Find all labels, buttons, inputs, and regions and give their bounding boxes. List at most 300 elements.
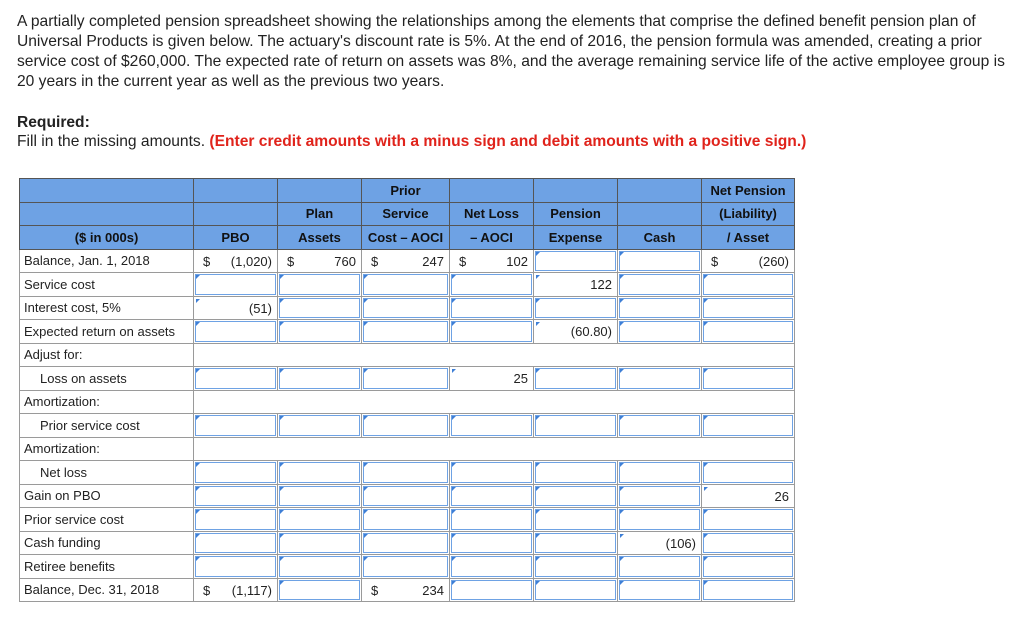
input-box[interactable] <box>619 274 700 295</box>
input-box[interactable] <box>703 580 793 601</box>
dollar-sign: $ <box>459 253 467 269</box>
answer-input-cash[interactable] <box>618 461 702 485</box>
input-box[interactable] <box>535 533 616 554</box>
answer-input-expense[interactable] <box>534 531 618 555</box>
input-box[interactable] <box>619 486 700 507</box>
input-box[interactable] <box>279 556 360 577</box>
input-flag-icon <box>452 322 456 326</box>
answer-input-netloss[interactable] <box>450 508 534 532</box>
input-flag-icon <box>536 534 540 538</box>
input-flag-icon <box>704 369 708 373</box>
input-flag-icon <box>536 322 540 326</box>
table-row <box>20 531 795 555</box>
input-box[interactable] <box>535 415 616 436</box>
answer-input-assets[interactable] <box>278 531 362 555</box>
input-flag-icon <box>704 534 708 538</box>
value-cell-assets <box>278 249 362 273</box>
row-label: Prior service cost <box>20 508 194 532</box>
input-flag-icon <box>364 463 368 467</box>
input-box[interactable] <box>195 321 276 342</box>
input-flag-icon <box>196 557 200 561</box>
input-flag-icon <box>536 463 540 467</box>
answer-input-assets[interactable] <box>278 461 362 485</box>
input-box[interactable] <box>619 462 700 483</box>
input-flag-icon <box>364 534 368 538</box>
input-box[interactable] <box>195 415 276 436</box>
header-psc-2: Service <box>362 202 450 226</box>
input-flag-icon <box>620 299 624 303</box>
input-box[interactable] <box>195 486 276 507</box>
input-box[interactable] <box>703 556 793 577</box>
input-flag-icon <box>704 322 708 326</box>
answer-input-cash[interactable] <box>618 578 702 602</box>
answer-input-pbo[interactable] <box>194 484 278 508</box>
dollar-sign: $ <box>371 582 379 598</box>
input-flag-icon <box>196 510 200 514</box>
answer-input-expense[interactable] <box>534 484 618 508</box>
row-label: Amortization: <box>20 437 194 461</box>
answer-input-np[interactable] <box>702 578 795 602</box>
answer-input-np[interactable] <box>702 555 795 579</box>
input-box[interactable] <box>619 580 700 601</box>
required-note: (Enter credit amounts with a minus sign and debit amounts with a positive sign.) <box>209 133 807 150</box>
input-flag-icon <box>536 557 540 561</box>
input-box[interactable] <box>195 509 276 530</box>
required-instructions <box>17 133 806 151</box>
input-box[interactable] <box>619 368 700 389</box>
value-cell-expense <box>534 320 618 344</box>
answer-input-expense[interactable] <box>534 508 618 532</box>
dollar-sign: $ <box>203 582 211 598</box>
input-box[interactable] <box>535 486 616 507</box>
input-box[interactable] <box>451 462 532 483</box>
input-box[interactable] <box>363 274 448 295</box>
answer-input-assets[interactable] <box>278 508 362 532</box>
input-box[interactable] <box>363 556 448 577</box>
answer-input-pbo[interactable] <box>194 555 278 579</box>
input-box[interactable] <box>279 298 360 319</box>
input-flag-icon <box>620 369 624 373</box>
input-flag-icon <box>280 581 284 585</box>
value-cell-pbo <box>194 578 278 602</box>
answer-input-np[interactable] <box>702 320 795 344</box>
input-box[interactable] <box>451 274 532 295</box>
input-box[interactable] <box>363 298 448 319</box>
row-label: Retiree benefits <box>20 555 194 579</box>
header-assets-1: Plan <box>278 202 362 226</box>
input-box[interactable] <box>195 556 276 577</box>
input-box[interactable] <box>703 509 793 530</box>
dollar-sign: $ <box>203 253 211 269</box>
input-flag-icon <box>704 510 708 514</box>
answer-input-netloss[interactable] <box>450 461 534 485</box>
input-flag-icon <box>364 275 368 279</box>
problem-statement: A partially completed pension spreadsheet showing the relationships among the elements that comprise the defined benefit pension plan of Universal Products is given below. The actuary's discount rate is 5%. At the end of 2016, the pension formula was amended, creating a prior service cost of $260,000. The expected rate of return on assets was 8%, and the average remaining service life of the active employee group is 20 years in the current year as well as the previous two years. <box>17 13 1005 90</box>
input-box[interactable] <box>619 251 700 272</box>
input-flag-icon <box>452 510 456 514</box>
answer-input-pbo[interactable] <box>194 531 278 555</box>
input-flag-icon <box>280 369 284 373</box>
value-cell-expense <box>534 273 618 297</box>
answer-input-assets[interactable] <box>278 414 362 438</box>
table-row <box>20 296 795 320</box>
input-box[interactable] <box>279 509 360 530</box>
input-box[interactable] <box>451 321 532 342</box>
input-box[interactable] <box>451 486 532 507</box>
input-box[interactable] <box>619 509 700 530</box>
table-row <box>20 461 795 485</box>
row-label: Balance, Jan. 1, 2018 <box>20 249 194 273</box>
answer-input-psc[interactable] <box>362 296 450 320</box>
answer-input-psc[interactable] <box>362 531 450 555</box>
answer-input-cash[interactable] <box>618 273 702 297</box>
cell-value: 26 <box>774 488 789 504</box>
input-flag-icon <box>704 275 708 279</box>
value-cell-netloss <box>450 249 534 273</box>
input-flag-icon <box>452 534 456 538</box>
input-box[interactable] <box>451 580 532 601</box>
input-flag-icon <box>620 252 624 256</box>
table-row <box>20 437 795 461</box>
input-flag-icon <box>452 581 456 585</box>
input-flag-icon <box>196 369 200 373</box>
input-flag-icon <box>196 299 200 303</box>
header-psc-1: Prior <box>362 179 450 203</box>
cell-value: (60.80) <box>570 324 612 339</box>
input-flag-icon <box>536 581 540 585</box>
value-cell-cash <box>618 531 702 555</box>
input-box[interactable] <box>279 533 360 554</box>
answer-input-np[interactable] <box>702 508 795 532</box>
input-box[interactable] <box>279 274 360 295</box>
answer-input-cash[interactable] <box>618 508 702 532</box>
answer-input-expense[interactable] <box>534 367 618 391</box>
table-row <box>20 343 795 367</box>
input-box[interactable] <box>363 533 448 554</box>
table-row <box>20 578 795 602</box>
header-row-1 <box>20 179 795 203</box>
answer-input-netloss[interactable] <box>450 414 534 438</box>
input-flag-icon <box>196 416 200 420</box>
input-flag-icon <box>620 534 624 538</box>
table-row <box>20 273 795 297</box>
answer-input-netloss[interactable] <box>450 531 534 555</box>
row-label: Adjust for: <box>20 343 194 367</box>
table-row <box>20 555 795 579</box>
answer-input-np[interactable] <box>702 367 795 391</box>
answer-input-psc[interactable] <box>362 461 450 485</box>
input-box[interactable] <box>535 368 616 389</box>
answer-input-assets[interactable] <box>278 367 362 391</box>
header-psc-3: Cost – AOCI <box>362 226 450 250</box>
input-box[interactable] <box>535 298 616 319</box>
value-cell-pbo <box>194 296 278 320</box>
answer-input-expense[interactable] <box>534 555 618 579</box>
input-box[interactable] <box>703 274 793 295</box>
row-label: Amortization: <box>20 390 194 414</box>
answer-input-cash[interactable] <box>618 296 702 320</box>
answer-input-np[interactable] <box>702 296 795 320</box>
answer-input-netloss[interactable] <box>450 484 534 508</box>
input-flag-icon <box>364 322 368 326</box>
value-cell-netloss <box>450 367 534 391</box>
header-assets-2: Assets <box>278 226 362 250</box>
answer-input-netloss[interactable] <box>450 296 534 320</box>
input-flag-icon <box>620 463 624 467</box>
cell-value: (260) <box>758 253 789 269</box>
input-flag-icon <box>280 416 284 420</box>
input-box[interactable] <box>451 556 532 577</box>
input-box[interactable] <box>195 368 276 389</box>
answer-input-cash[interactable] <box>618 414 702 438</box>
input-flag-icon <box>536 487 540 491</box>
cell-value: (1,117) <box>231 582 272 598</box>
input-box[interactable] <box>279 415 360 436</box>
row-label: Service cost <box>20 273 194 297</box>
answer-input-netloss[interactable] <box>450 578 534 602</box>
input-box[interactable] <box>703 368 793 389</box>
input-flag-icon <box>364 557 368 561</box>
input-box[interactable] <box>363 462 448 483</box>
input-flag-icon <box>280 463 284 467</box>
value-cell-np <box>702 484 795 508</box>
header-np-3: / Asset <box>702 226 795 250</box>
answer-input-expense[interactable] <box>534 578 618 602</box>
cell-value: 760 <box>334 253 356 269</box>
answer-input-np[interactable] <box>702 531 795 555</box>
input-flag-icon <box>364 416 368 420</box>
answer-input-netloss[interactable] <box>450 320 534 344</box>
input-flag-icon <box>536 275 540 279</box>
header-expense-1: Pension <box>534 202 618 226</box>
header-pbo: PBO <box>194 226 278 250</box>
answer-input-expense[interactable] <box>534 249 618 273</box>
input-flag-icon <box>452 416 456 420</box>
input-box[interactable] <box>451 415 532 436</box>
input-flag-icon <box>280 557 284 561</box>
value-cell-psc <box>362 249 450 273</box>
value-cell-pbo <box>194 249 278 273</box>
input-flag-icon <box>536 416 540 420</box>
answer-input-cash[interactable] <box>618 367 702 391</box>
input-flag-icon <box>620 557 624 561</box>
input-box[interactable] <box>363 415 448 436</box>
input-box[interactable] <box>363 321 448 342</box>
input-box[interactable] <box>363 509 448 530</box>
table-row <box>20 508 795 532</box>
input-box[interactable] <box>451 298 532 319</box>
input-flag-icon <box>620 510 624 514</box>
header-netloss-1: Net Loss <box>450 202 534 226</box>
input-flag-icon <box>364 299 368 303</box>
input-flag-icon <box>704 581 708 585</box>
row-label: Loss on assets <box>20 367 194 391</box>
input-flag-icon <box>452 299 456 303</box>
input-box[interactable] <box>535 462 616 483</box>
answer-input-np[interactable] <box>702 414 795 438</box>
input-box[interactable] <box>703 533 793 554</box>
row-label: Expected return on assets <box>20 320 194 344</box>
answer-input-np[interactable] <box>702 273 795 297</box>
input-flag-icon <box>196 322 200 326</box>
input-box[interactable] <box>451 509 532 530</box>
input-box[interactable] <box>363 368 448 389</box>
input-box[interactable] <box>279 580 360 601</box>
answer-input-cash[interactable] <box>618 484 702 508</box>
input-flag-icon <box>364 369 368 373</box>
input-flag-icon <box>620 416 624 420</box>
input-flag-icon <box>704 463 708 467</box>
header-units: ($ in 000s) <box>20 226 194 250</box>
answer-input-cash[interactable] <box>618 555 702 579</box>
answer-input-psc[interactable] <box>362 320 450 344</box>
answer-input-netloss[interactable] <box>450 273 534 297</box>
cell-value: (1,020) <box>230 253 272 269</box>
input-flag-icon <box>704 299 708 303</box>
input-flag-icon <box>280 510 284 514</box>
answer-input-assets[interactable] <box>278 296 362 320</box>
answer-input-pbo[interactable] <box>194 461 278 485</box>
answer-input-assets[interactable] <box>278 320 362 344</box>
input-flag-icon <box>196 487 200 491</box>
header-netloss-2: – AOCI <box>450 226 534 250</box>
header-row-2 <box>20 202 795 226</box>
input-flag-icon <box>196 275 200 279</box>
input-box[interactable] <box>535 580 616 601</box>
answer-input-psc[interactable] <box>362 367 450 391</box>
input-box[interactable] <box>703 462 793 483</box>
input-flag-icon <box>452 487 456 491</box>
dollar-sign: $ <box>371 253 379 269</box>
table-row <box>20 390 795 414</box>
input-flag-icon <box>620 275 624 279</box>
answer-input-psc[interactable] <box>362 484 450 508</box>
header-cash: Cash <box>618 226 702 250</box>
input-flag-icon <box>704 487 708 491</box>
input-flag-icon <box>620 581 624 585</box>
input-box[interactable] <box>535 556 616 577</box>
input-box[interactable] <box>619 415 700 436</box>
input-flag-icon <box>196 463 200 467</box>
input-box[interactable] <box>535 509 616 530</box>
answer-input-assets[interactable] <box>278 578 362 602</box>
input-box[interactable] <box>451 533 532 554</box>
input-flag-icon <box>280 299 284 303</box>
input-box[interactable] <box>619 556 700 577</box>
input-box[interactable] <box>195 462 276 483</box>
required-heading: Required: <box>17 114 90 131</box>
answer-input-expense[interactable] <box>534 461 618 485</box>
row-label: Interest cost, 5% <box>20 296 194 320</box>
answer-input-assets[interactable] <box>278 484 362 508</box>
input-flag-icon <box>536 299 540 303</box>
header-row-3 <box>20 226 795 250</box>
input-flag-icon <box>364 487 368 491</box>
input-box[interactable] <box>619 298 700 319</box>
dollar-sign: $ <box>711 253 719 269</box>
input-flag-icon <box>196 534 200 538</box>
cell-value: 234 <box>422 582 444 598</box>
input-box[interactable] <box>363 486 448 507</box>
row-label: Prior service cost <box>20 414 194 438</box>
answer-input-netloss[interactable] <box>450 555 534 579</box>
input-flag-icon <box>452 557 456 561</box>
input-flag-icon <box>364 510 368 514</box>
table-row <box>20 367 795 391</box>
input-flag-icon <box>620 322 624 326</box>
answer-input-psc[interactable] <box>362 508 450 532</box>
answer-input-np[interactable] <box>702 461 795 485</box>
input-flag-icon <box>704 416 708 420</box>
input-flag-icon <box>452 275 456 279</box>
required-text: Fill in the missing amounts. <box>17 133 206 150</box>
answer-input-cash[interactable] <box>618 320 702 344</box>
input-box[interactable] <box>619 321 700 342</box>
input-box[interactable] <box>195 274 276 295</box>
spreadsheet-body <box>20 249 795 602</box>
header-expense-2: Expense <box>534 226 618 250</box>
input-box[interactable] <box>279 321 360 342</box>
input-box[interactable] <box>279 462 360 483</box>
table-row <box>20 320 795 344</box>
input-box[interactable] <box>195 533 276 554</box>
answer-input-expense[interactable] <box>534 414 618 438</box>
input-flag-icon <box>704 557 708 561</box>
input-flag-icon <box>536 510 540 514</box>
answer-input-assets[interactable] <box>278 273 362 297</box>
input-flag-icon <box>536 369 540 373</box>
answer-input-cash[interactable] <box>618 249 702 273</box>
input-flag-icon <box>452 463 456 467</box>
table-row <box>20 249 795 273</box>
answer-input-pbo[interactable] <box>194 273 278 297</box>
answer-input-assets[interactable] <box>278 555 362 579</box>
answer-input-pbo[interactable] <box>194 508 278 532</box>
input-box[interactable] <box>535 251 616 272</box>
cell-value: 102 <box>506 253 528 269</box>
input-flag-icon <box>280 487 284 491</box>
answer-input-pbo[interactable] <box>194 414 278 438</box>
input-flag-icon <box>280 322 284 326</box>
input-box[interactable] <box>703 415 793 436</box>
answer-input-pbo[interactable] <box>194 320 278 344</box>
cell-value: (106) <box>665 535 696 551</box>
cell-value: (51) <box>248 300 272 316</box>
input-box[interactable] <box>703 321 793 342</box>
input-flag-icon <box>280 275 284 279</box>
answer-input-psc[interactable] <box>362 555 450 579</box>
answer-input-psc[interactable] <box>362 414 450 438</box>
input-flag-icon <box>452 369 456 373</box>
row-label: Net loss <box>20 461 194 485</box>
row-label: Balance, Dec. 31, 2018 <box>20 578 194 602</box>
input-flag-icon <box>280 534 284 538</box>
answer-input-psc[interactable] <box>362 273 450 297</box>
cell-value: 247 <box>422 253 444 269</box>
input-box[interactable] <box>279 486 360 507</box>
input-box[interactable] <box>279 368 360 389</box>
value-cell-np <box>702 249 795 273</box>
cell-value: 122 <box>590 277 612 292</box>
dollar-sign: $ <box>287 253 295 269</box>
pension-spreadsheet <box>19 178 795 602</box>
input-box[interactable] <box>703 298 793 319</box>
value-cell-psc <box>362 578 450 602</box>
answer-input-expense[interactable] <box>534 296 618 320</box>
input-flag-icon <box>620 487 624 491</box>
answer-input-pbo[interactable] <box>194 367 278 391</box>
table-row <box>20 414 795 438</box>
